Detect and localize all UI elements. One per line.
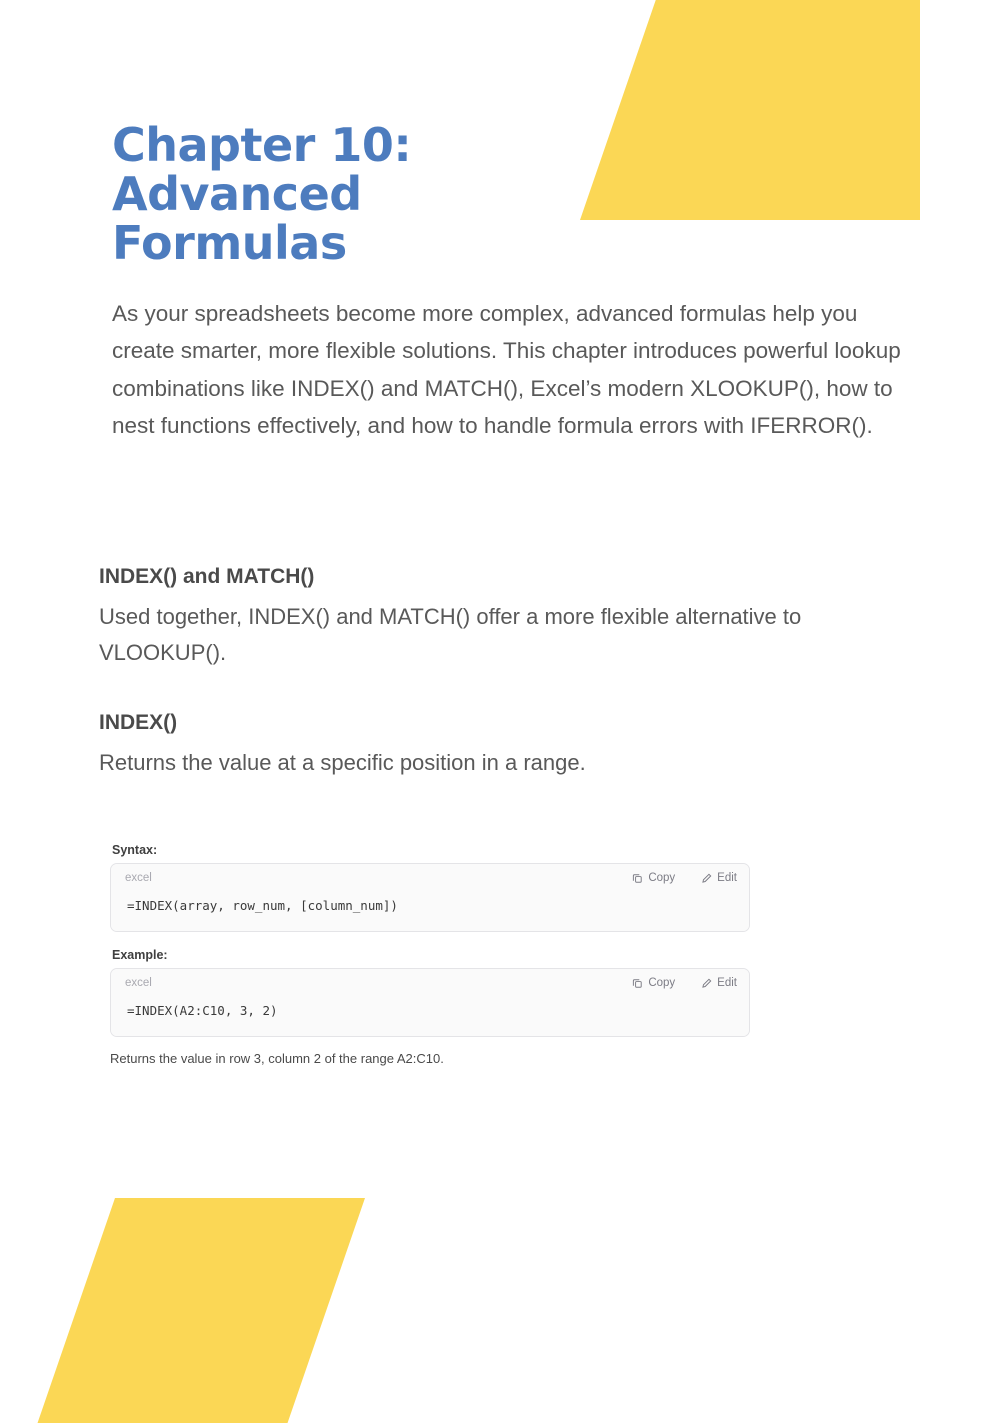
- code-content[interactable]: =INDEX(array, row_num, [column_num]): [111, 888, 749, 931]
- code-block-syntax: [110, 863, 750, 932]
- decorative-shape-bottom: [38, 1198, 365, 1423]
- code-block-actions: [632, 872, 737, 884]
- edit-button[interactable]: [701, 977, 737, 989]
- edit-label: Edit: [717, 977, 737, 989]
- section-body: Used together, INDEX() and MATCH() offer a more flexible alternative to VLOOKUP().: [99, 604, 802, 665]
- copy-icon: [632, 978, 643, 989]
- page-title: Chapter 10: Advanced Formulas: [112, 117, 412, 271]
- section-index-and-match: [99, 562, 899, 670]
- code-block-group: [110, 843, 750, 1069]
- code-content[interactable]: =INDEX(A2:C10, 3, 2): [111, 993, 749, 1036]
- code-language-label: excel: [125, 977, 152, 989]
- code-block-example: [110, 968, 750, 1037]
- section-heading: INDEX(): [99, 711, 178, 734]
- code-block-label-syntax: Syntax:: [112, 843, 158, 857]
- code-block-label-example: Example:: [112, 948, 168, 962]
- section-heading: INDEX() and MATCH(): [99, 565, 315, 588]
- pencil-icon: [701, 978, 712, 989]
- section-body: Returns the value at a specific position in a range.: [99, 750, 586, 776]
- copy-label: Copy: [648, 872, 676, 884]
- edit-label: Edit: [717, 872, 737, 884]
- pencil-icon: [701, 873, 712, 884]
- copy-label: Copy: [648, 977, 676, 989]
- copy-icon: [632, 873, 643, 884]
- code-block-toolbar: [111, 864, 749, 888]
- copy-button[interactable]: [632, 977, 675, 989]
- copy-button[interactable]: [632, 872, 675, 884]
- edit-button[interactable]: [701, 872, 737, 884]
- code-language-label: excel: [125, 872, 152, 884]
- decorative-shape-top-mask: [920, 0, 1005, 220]
- intro-paragraph: As your spreadsheets become more complex, advanced formulas help you create smarter, more flexible solutions. This chapter introduces powerful lookup combinations like INDEX() and MATCH(), Excel’s modern XLOOKUP(), how to nest functions effectively, and how to handle formula errors with IFERROR().: [112, 300, 901, 439]
- code-block-actions: [632, 977, 737, 989]
- code-block-toolbar: [111, 969, 749, 993]
- code-caption: Returns the value in row 3, column 2 of the range A2:C10.: [110, 1051, 444, 1066]
- section-index: [99, 708, 899, 781]
